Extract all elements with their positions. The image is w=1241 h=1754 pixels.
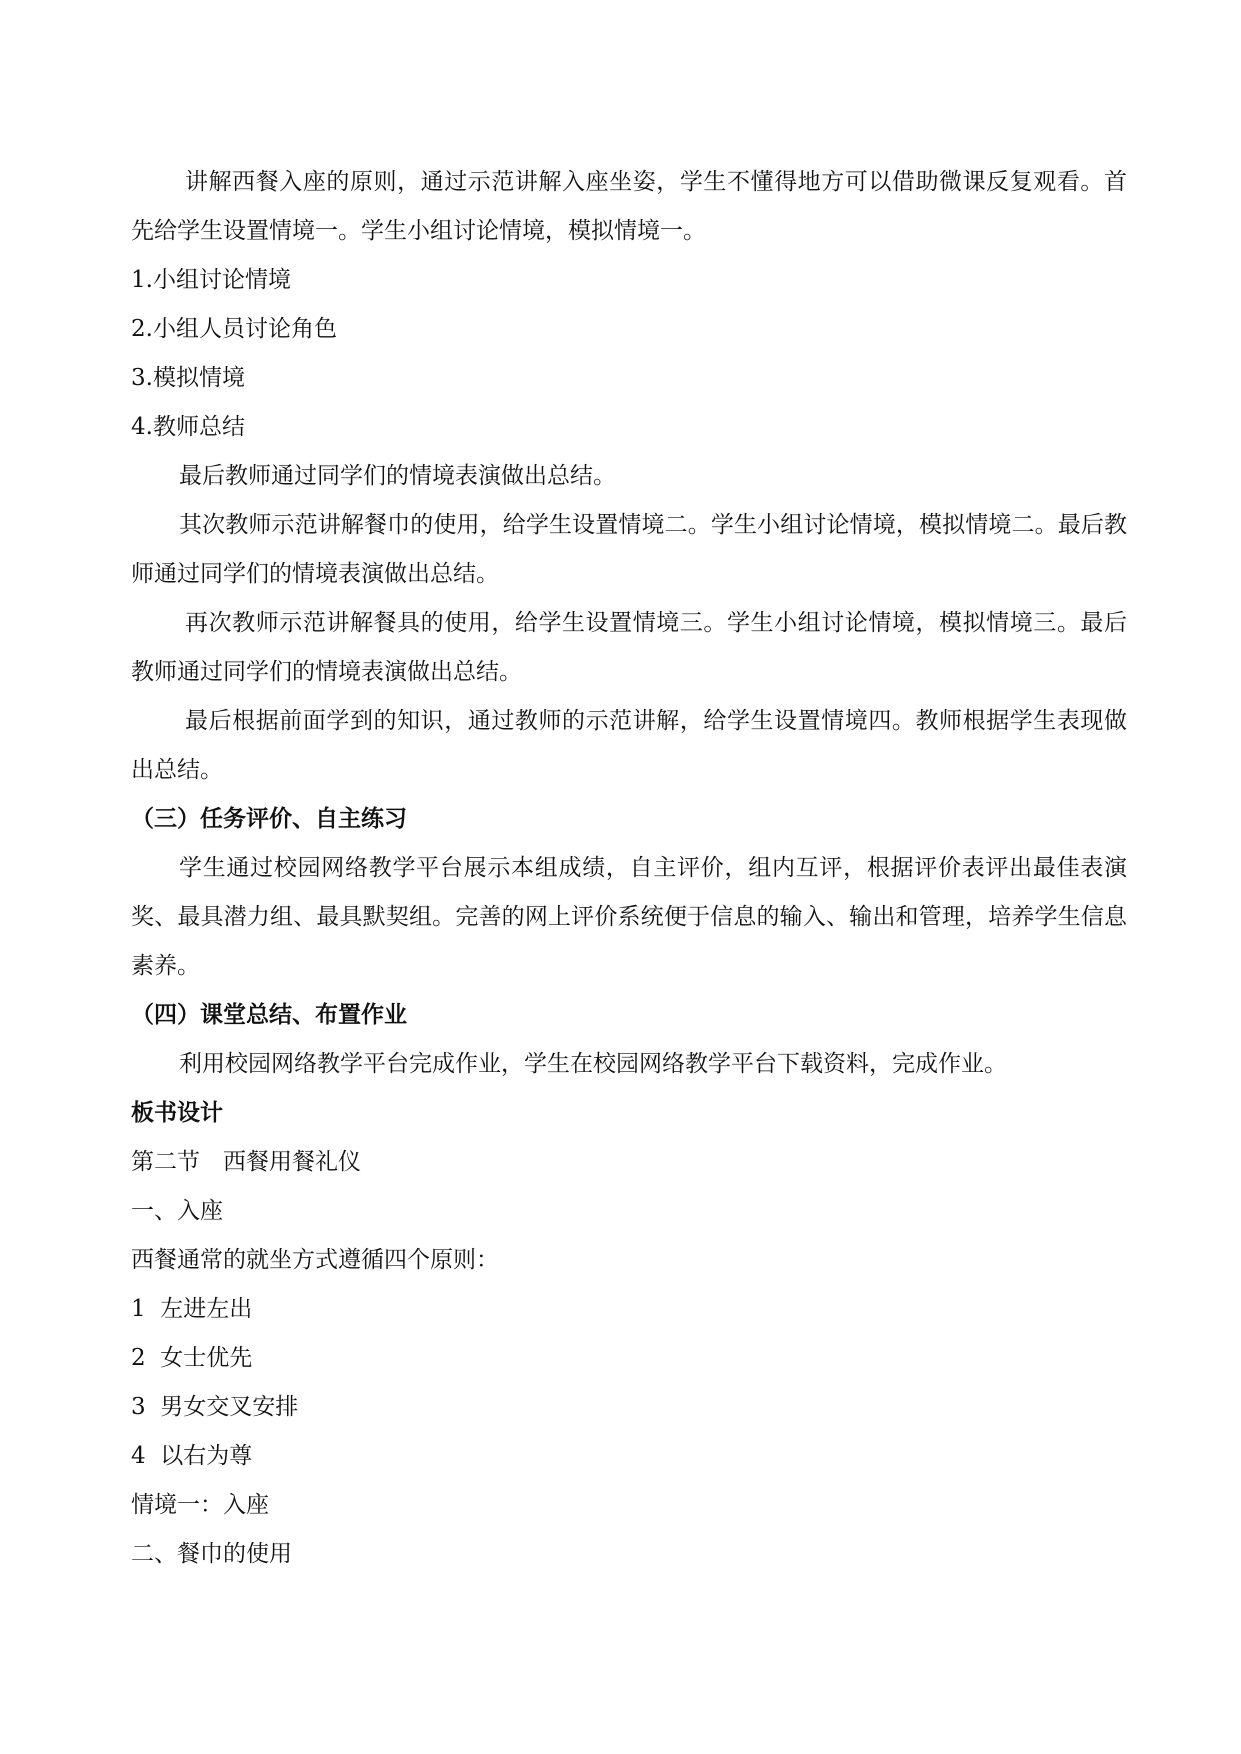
section-heading-homework: （四）课堂总结、布置作业	[131, 1002, 407, 1028]
paragraph-summary-1: 最后教师通过同学们的情境表演做出总结。	[179, 463, 616, 489]
board-principle: 2 女士优先	[131, 1345, 253, 1371]
board-section-napkin: 二、餐巾的使用	[131, 1541, 292, 1567]
paragraph-seating-intro: 讲解西餐入座的原则，通过示范讲解入座坐姿，学生不懂得地方可以借助微课反复观看。首先给学生设置情境一。学生小组讨论情境，模拟情境一。	[131, 169, 1127, 244]
paragraph-napkin: 其次教师示范讲解餐巾的使用，给学生设置情境二。学生小组讨论情境，模拟情境二。最后教师通过同学们的情境表演做出总结。	[131, 512, 1127, 587]
board-title: 第二节 西餐用餐礼仪	[131, 1149, 361, 1175]
section-heading-evaluation: （三）任务评价、自主练习	[131, 806, 407, 832]
board-principle: 1 左进左出	[131, 1296, 253, 1322]
paragraph-scene-four: 最后根据前面学到的知识，通过教师的示范讲解，给学生设置情境四。教师根据学生表现做出总结。	[131, 708, 1127, 783]
step-item: 4.教师总结	[131, 414, 245, 440]
document-page	[131, 158, 1127, 1579]
board-scene: 情境一：入座	[131, 1492, 269, 1518]
board-section-seating: 一、入座	[131, 1198, 223, 1224]
step-item: 1.小组讨论情境	[131, 267, 291, 293]
board-principles-intro: 西餐通常的就坐方式遵循四个原则：	[131, 1247, 499, 1273]
paragraph-evaluation: 学生通过校园网络教学平台展示本组成绩，自主评价，组内互评，根据评价表评出最佳表演奖、最具潜力组、最具默契组。完善的网上评价系统便于信息的输入、输出和管理，培养学生信息素养。	[131, 855, 1127, 979]
step-item: 3.模拟情境	[131, 365, 245, 391]
step-item: 2.小组人员讨论角色	[131, 316, 337, 342]
board-principle: 3 男女交叉安排	[131, 1394, 299, 1420]
board-principle: 4 以右为尊	[131, 1443, 253, 1469]
board-design-heading: 板书设计	[131, 1100, 223, 1126]
paragraph-tableware: 再次教师示范讲解餐具的使用，给学生设置情境三。学生小组讨论情境，模拟情境三。最后教师通过同学们的情境表演做出总结。	[131, 610, 1127, 685]
paragraph-homework: 利用校园网络教学平台完成作业，学生在校园网络教学平台下载资料，完成作业。	[179, 1051, 1007, 1077]
